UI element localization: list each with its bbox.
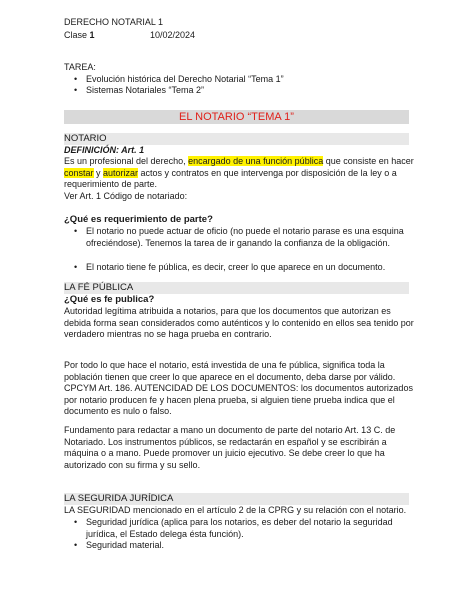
list-item: • El notario tiene fe pública, es decir, creer lo que aparece en un documento. [64, 262, 414, 274]
list-item: • Sistemas Notariales “Tema 2” [64, 85, 424, 96]
fe-publica-question: ¿Qué es fe publica? [64, 294, 155, 305]
tarea-label: TAREA: [64, 62, 96, 72]
class-label: Clase 1 [64, 30, 95, 40]
highlight-autorizar: autorizar [103, 167, 139, 178]
section-banner: EL NOTARIO “TEMA 1” [64, 110, 409, 124]
seguridad-list [64, 517, 414, 552]
class-number: 1 [89, 30, 95, 40]
fe-publica-paragraph-2: Por todo lo que hace el notario, está investida de una fe pública, significa toda la población tienen que creer lo que aparece en el documento, deba darse por válido. CPCYM Art. 186. AUTENCIDAD DE LOS DOCUMENTOS: los documentos autorizados por notario producen fe y hacen plena prueba, si alguien tiene prueba indica que el documento es nulo o falso. [64, 360, 413, 416]
definicion-label: DEFINICIÓN: Art. 1 [64, 145, 145, 155]
list-item: • Seguridad jurídica (aplica para los notarios, es deber del notario la seguridad jurídica, el Estado delega ésta función). [64, 517, 414, 540]
ver-art-line: Ver Art. 1 Código de notariado: [64, 191, 188, 201]
requerimiento-list-2 [64, 262, 414, 274]
highlight-constar: constar [64, 167, 94, 178]
requerimiento-list [64, 226, 414, 249]
fe-publica-paragraph-1: Autoridad legítima atribuida a notarios, para que los documentos que autorizan es debida forma sean considerados como auténticos y lo contenido en ellos sea tenido por verdadero mientras no se haga prueba en contrario. [64, 306, 414, 339]
list-item: • Evolución histórica del Derecho Notarial “Tema 1” [64, 74, 424, 85]
tarea-list [64, 74, 424, 96]
class-date: 10/02/2024 [150, 30, 196, 40]
course-title: DERECHO NOTARIAL 1 [64, 17, 164, 27]
definition-paragraph: Es un profesional del derecho, encargado de una función pública que consiste en hacer constar y autorizar actos y contratos en que intervenga por disposición de la ley o a requerimiento de parte. [64, 156, 414, 189]
heading-notario: NOTARIO [64, 133, 409, 145]
requerimiento-heading: ¿Qué es requerimiento de parte? [64, 214, 213, 225]
list-item: • El notario no puede actuar de oficio (no puede el notario parase es una esquina ofreciéndose). Tenemos la tarea de ir ganando la confianza de la obligación. [64, 226, 414, 249]
fe-publica-paragraph-3: Fundamento para redactar a mano un documento de parte del notario Art. 13 C. de Notariado. Los instrumentos públicos, se redactarán en español y se escribirán a máquina o a mano. Puede promover un juicio ejecutivo. Se debe creer lo que ha autorizado con su firma y su sello. [64, 425, 396, 470]
heading-seguridad: LA SEGURIDA JURÍDICA [64, 493, 409, 505]
heading-fe-publica: LA FÉ PÚBLICA [64, 282, 409, 294]
list-item: • Seguridad material. [64, 540, 414, 552]
highlight-funcion-publica: encargado de una función pública [188, 156, 324, 166]
seguridad-paragraph: LA SEGURIDAD mencionado en el artículo 2 de la CPRG y su relación con el notario. [64, 505, 407, 515]
